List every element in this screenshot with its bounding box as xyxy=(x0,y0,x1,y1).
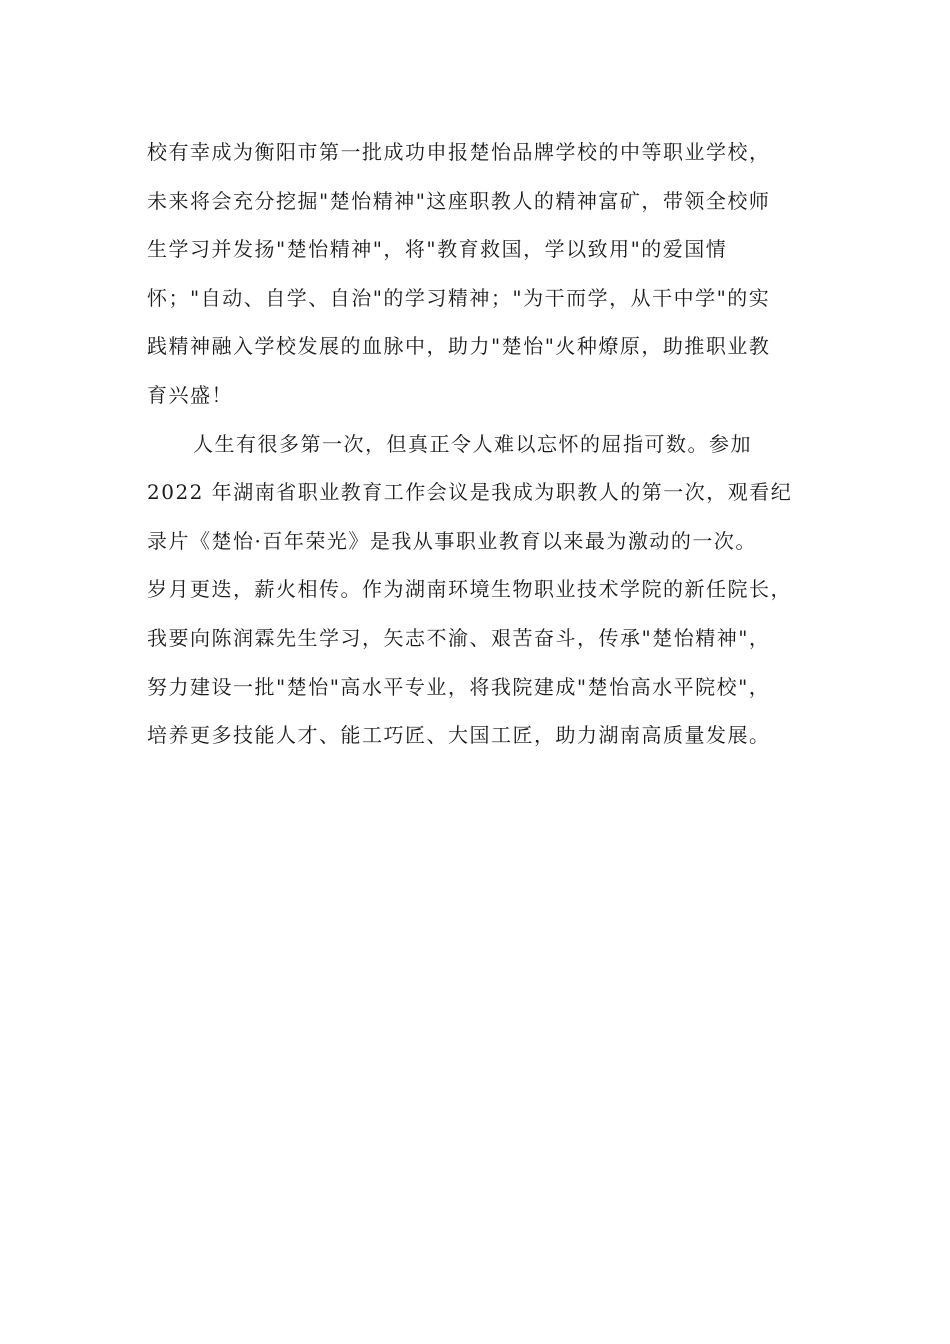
paragraph-line: 育兴盛！ xyxy=(147,382,233,407)
paragraph-line: 人生有很多第一次，但真正令人难以忘怀的屈指可数。参加 xyxy=(193,431,752,456)
paragraph-line: 岁月更迭，薪火相传。作为湖南环境生物职业技术学院的新任院长， xyxy=(147,577,792,602)
paragraph-line: 校有幸成为衡阳市第一批成功申报楚怡品牌学校的中等职业学校， xyxy=(147,140,771,164)
paragraph-line: 践精神融入学校发展的血脉中，助力"楚怡"火种燎原，助推职业教 xyxy=(147,334,771,359)
paragraph-line: 培养更多技能人才、能工巧匠、大国工匠，助力湖南高质量发展。 xyxy=(147,723,771,748)
paragraph-line: 我要向陈润霖先生学习，矢志不渝、艰苦奋斗，传承"楚怡精神"， xyxy=(147,625,771,650)
paragraph-line: 未来将会充分挖掘"楚怡精神"这座职教人的精神富矿，带领全校师 xyxy=(147,188,771,213)
paragraph-line: 生学习并发扬"楚怡精神"，将"教育救国，学以致用"的爱国情 xyxy=(147,237,728,262)
paragraph-line: 2022 年湖南省职业教育工作会议是我成为职教人的第一次，观看纪 xyxy=(147,480,793,505)
paragraph-1 xyxy=(147,128,837,420)
paragraph-line: 怀；"自动、自学、自治"的学习精神；"为干而学，从干中学"的实 xyxy=(147,285,771,310)
paragraph-line: 录片《楚怡·百年荣光》是我从事职业教育以来最为激动的一次。 xyxy=(147,528,757,553)
document-body xyxy=(147,128,837,760)
paragraph-2 xyxy=(147,420,837,760)
paragraph-line: 努力建设一批"楚怡"高水平专业，将我院建成"楚怡高水平院校"， xyxy=(147,674,771,699)
